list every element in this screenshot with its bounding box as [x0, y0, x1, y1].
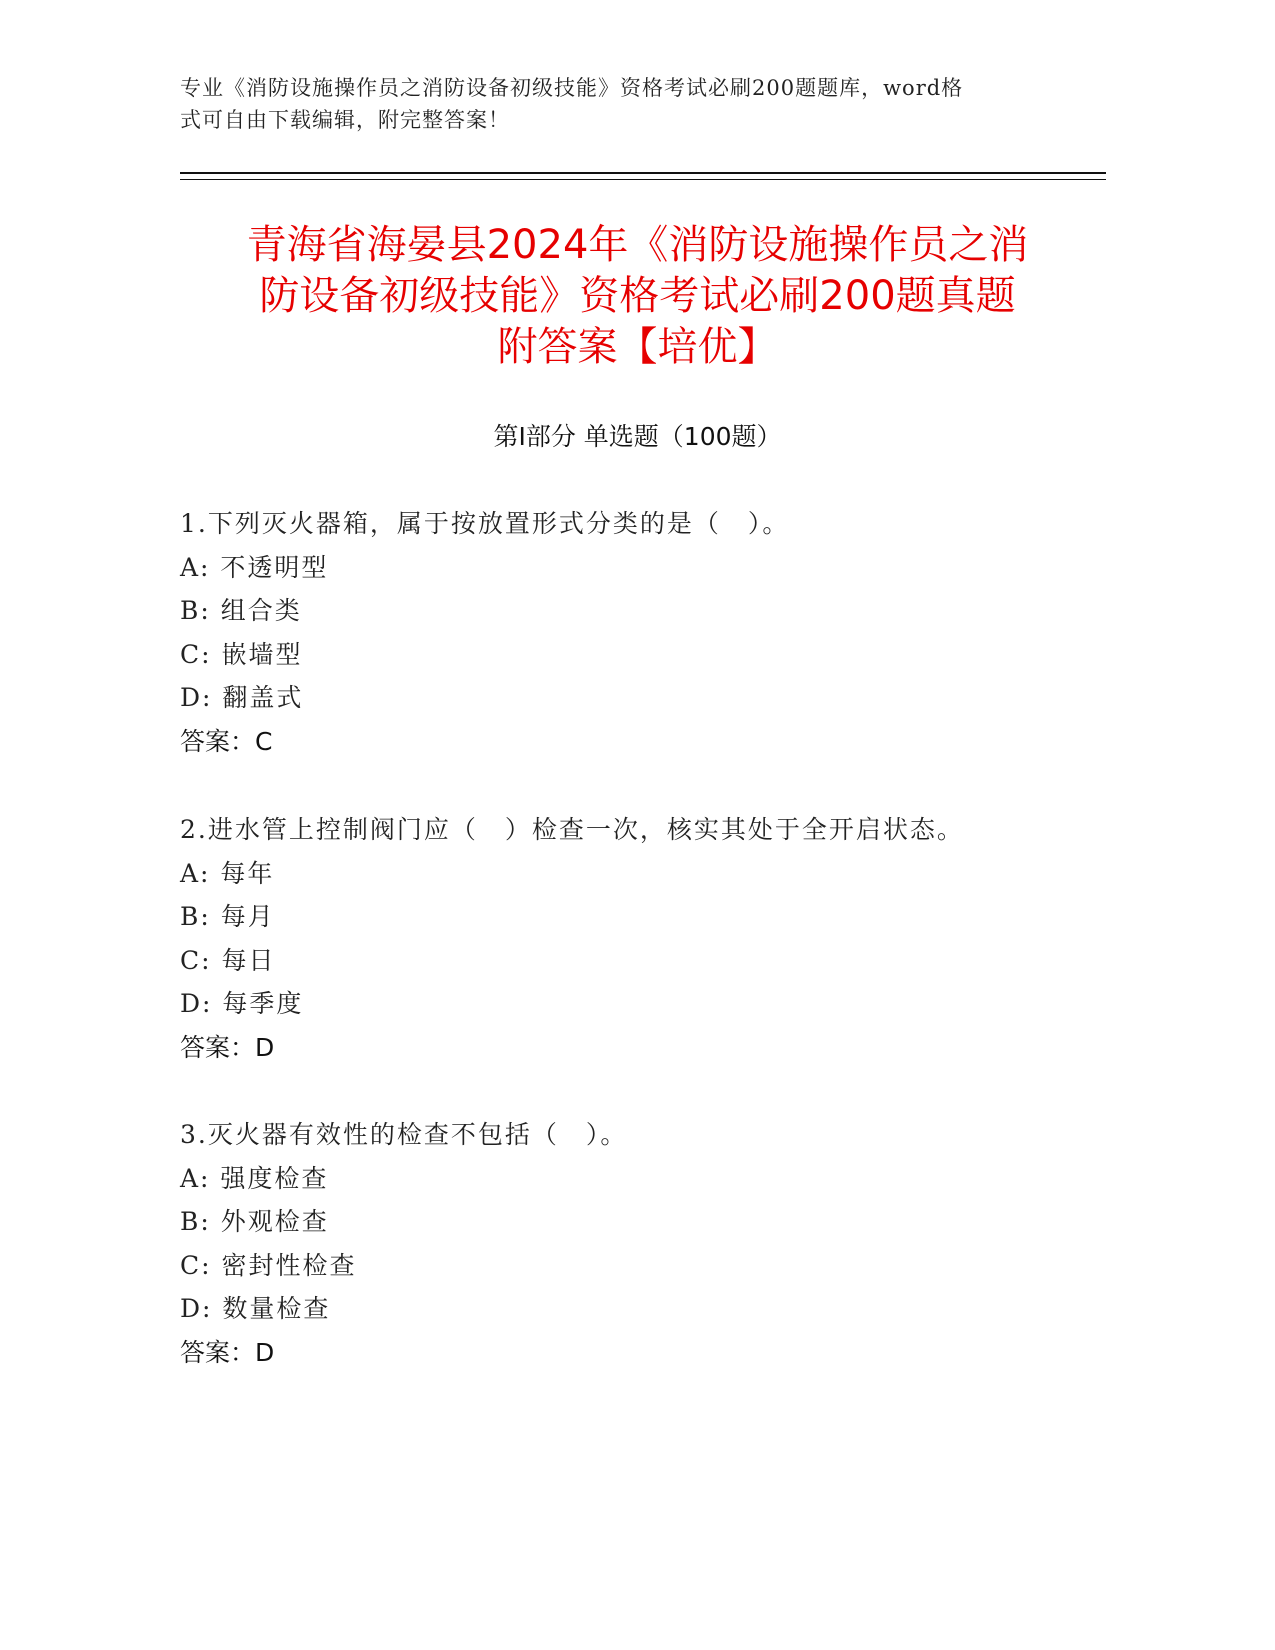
question-stem: 1.下列灭火器箱，属于按放置形式分类的是（ ）。 [180, 509, 790, 538]
option-c: C: 密封性检查 [180, 1250, 357, 1280]
question-stem: 2.进水管上控制阀门应（ ）检查一次，核实其处于全开启状态。 [180, 815, 964, 844]
title-line: 青海省海晏县2024年《消防设施操作员之消 [246, 222, 1029, 268]
option-b: B: 外观检查 [180, 1207, 329, 1237]
answer-line: 答案：D [180, 1032, 275, 1062]
option-d: D: 数量检查 [180, 1294, 331, 1324]
option-a: A: 不透明型 [180, 552, 329, 582]
question-stem: 3.灭火器有效性的检查不包括（ ）。 [180, 1120, 628, 1149]
option-b: B: 每月 [180, 902, 275, 932]
document-title [150, 220, 1125, 373]
header-divider-thick [180, 172, 1106, 174]
section-heading: 第Ⅰ部分 单选题（100题） [493, 422, 782, 451]
option-a: A: 每年 [180, 858, 275, 888]
title-line: 防设备初级技能》资格考试必刷200题真题 [259, 273, 1016, 319]
header-divider-thin [180, 179, 1106, 180]
option-d: D: 每季度 [180, 989, 304, 1019]
question-block [180, 808, 1080, 1070]
option-c: C: 每日 [180, 945, 276, 975]
option-a: A: 强度检查 [180, 1163, 329, 1193]
header-note-line: 专业《消防设施操作员之消防设备初级技能》资格考试必刷200题题库，word格 [180, 76, 964, 100]
option-b: B: 组合类 [180, 596, 302, 626]
header-note-line: 式可自由下载编辑，附完整答案！ [180, 108, 510, 132]
option-d: D: 翻盖式 [180, 683, 304, 713]
option-c: C: 嵌墙型 [180, 639, 303, 669]
title-line: 附答案【培优】 [497, 324, 778, 370]
question-block [180, 502, 1080, 764]
question-block [180, 1113, 1080, 1375]
answer-line: 答案：C [180, 726, 273, 756]
header-note [180, 72, 1030, 136]
answer-line: 答案：D [180, 1337, 275, 1367]
